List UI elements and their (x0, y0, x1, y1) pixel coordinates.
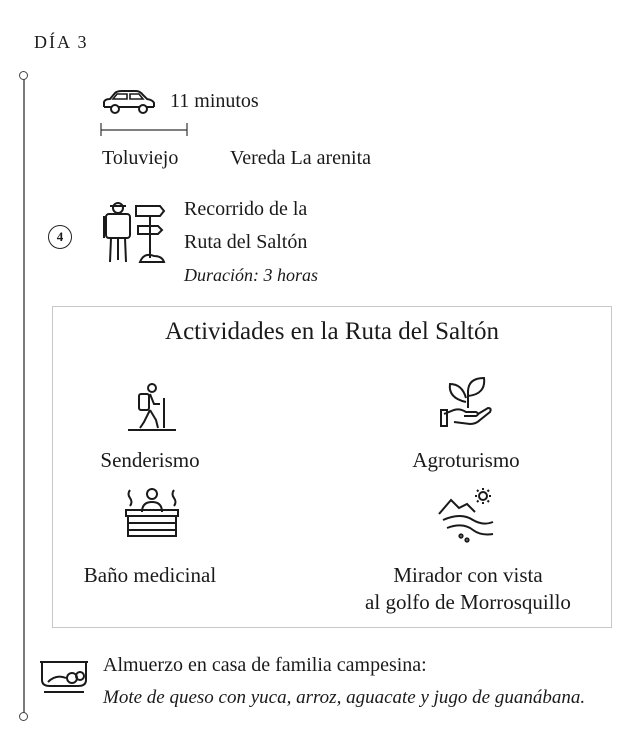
food-bowl-icon (38, 658, 90, 694)
timeline-start-dot (19, 71, 28, 80)
lunch-title: Almuerzo en casa de familia campesina: (103, 654, 427, 676)
route-title-line2: Ruta del Saltón (184, 231, 308, 253)
transport-duration: 11 minutos (170, 90, 259, 112)
activities-title: Actividades en la Ruta del Saltón (165, 318, 499, 345)
plant-hand-icon (440, 376, 494, 432)
distance-scale (100, 120, 190, 136)
hiker-signpost-icon (100, 200, 168, 266)
route-duration: Duración: 3 horas (184, 265, 318, 285)
day-heading: DÍA 3 (34, 32, 89, 52)
activity-label-agroturismo: Agroturismo (412, 448, 520, 472)
timeline-line (23, 74, 25, 714)
stop-number-badge: 4 (48, 225, 72, 249)
lunch-menu: Mote de queso con yuca, arroz, aguacate y jugo de guanábana. (103, 687, 586, 708)
transport-from: Toluviejo (102, 147, 179, 169)
car-icon (100, 90, 156, 116)
hiking-icon (126, 382, 178, 432)
activity-label-bano-medicinal: Baño medicinal (83, 563, 217, 587)
route-title-line1: Recorrido de la (184, 198, 308, 220)
activity-label-mirador-line1: Mirador con vista (393, 563, 543, 587)
viewpoint-icon (437, 488, 495, 542)
timeline-end-dot (19, 712, 28, 721)
activity-label-mirador-line2: al golfo de Morrosquillo (365, 590, 571, 614)
transport-to: Vereda La arenita (230, 147, 372, 169)
hot-bath-icon (124, 486, 180, 540)
activity-label-senderismo: Senderismo (100, 448, 200, 472)
